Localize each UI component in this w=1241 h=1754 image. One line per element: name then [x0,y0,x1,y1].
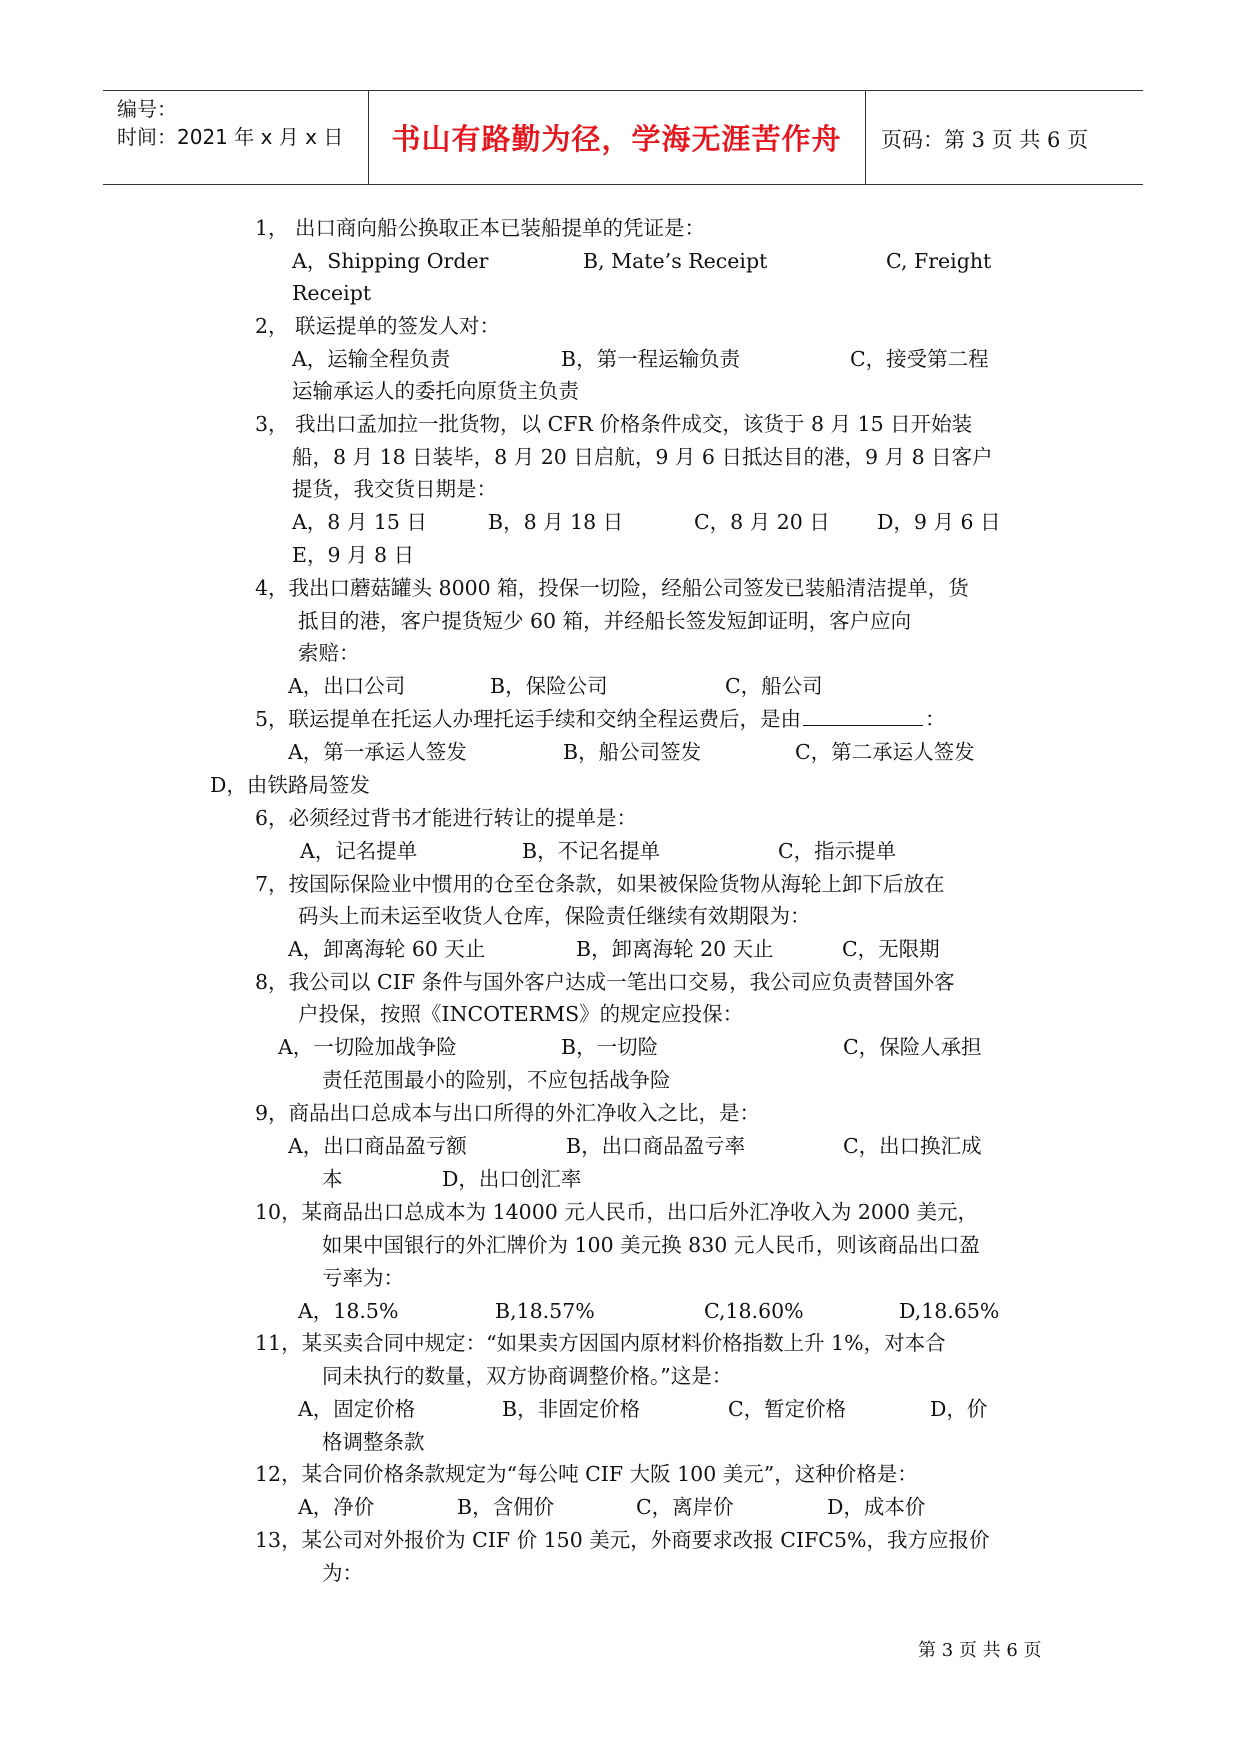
option-1c: C, Freight [886,249,992,273]
option-10c: C,18.60% [704,1299,804,1323]
option-6c: C，指示提单 [778,839,897,863]
option-6b: B，不记名提单 [522,839,661,863]
option-2b: B，第一程运输负责 [561,347,741,371]
question-11: 11，某买卖合同中规定：“如果卖方因国内原材料价格指数上升 1%，对本合 [255,1331,946,1355]
option-5b: B，船公司签发 [563,740,702,764]
option-4a: A，出口公司 [288,674,406,698]
question-5-colon: ： [925,707,946,731]
option-1b: B, Mate’s Receipt [583,249,768,273]
question-13: 13，某公司对外报价为 CIF 价 150 美元，外商要求改报 CIFC5%，我方应报价 [255,1528,990,1552]
option-8c-cont: 责任范围最小的险别，不应包括战争险 [322,1068,671,1092]
option-1c-cont: Receipt [292,281,372,305]
option-3b: B，8 月 18 日 [488,510,624,534]
question-13-line-2: 为： [322,1561,363,1585]
option-9a: A，出口商品盈亏额 [288,1134,467,1158]
option-3a: A，8 月 15 日 [292,510,427,534]
question-8: 8，我公司以 CIF 条件与国外客户达成一笔出口交易，我公司应负责替国外客 [255,970,955,994]
question-10: 10，某商品出口总成本为 14000 元人民币，出口后外汇净收入为 2000 美元， [255,1200,979,1224]
option-10b: B,18.57% [495,1299,595,1323]
question-6: 6，必须经过背书才能进行转让的提单是： [255,806,638,830]
option-5a: A，第一承运人签发 [288,740,467,764]
header-page-cell [865,91,1143,184]
header-meta [103,91,368,184]
question-10-line-2: 如果中国银行的外汇牌价为 100 美元换 830 元人民币，则该商品出口盈 [322,1233,980,1257]
option-10d: D,18.65% [899,1299,1000,1323]
option-9d: D，出口创汇率 [442,1167,582,1191]
option-4c: C，船公司 [725,674,823,698]
header-motto: 书山有路勤为径，学海无涯苦作舟 [391,122,842,156]
question-4-line-2: 抵目的港，客户提货短少 60 箱，并经船长签发短卸证明，客户应向 [298,609,912,633]
option-6a: A，记名提单 [300,839,418,863]
option-11c: C，暂定价格 [728,1397,847,1421]
option-3d: D，9 月 6 日 [877,510,1001,534]
option-9c: C，出口换汇成 [843,1134,982,1158]
option-12c: C，离岸价 [636,1495,734,1519]
header-motto-cell [368,91,865,184]
question-3-line-3: 提货，我交货日期是： [292,477,497,501]
option-11b: B，非固定价格 [502,1397,641,1421]
question-9: 9，商品出口总成本与出口所得的外汇净收入之比，是： [255,1101,761,1125]
option-12b: B，含佣价 [457,1495,555,1519]
option-5d: D，由铁路局签发 [210,773,370,797]
option-5c: C，第二承运人签发 [795,740,975,764]
option-7a: A，卸离海轮 60 天止 [288,937,486,961]
option-10a: A，18.5% [298,1299,399,1323]
option-8b: B，一切险 [561,1035,659,1059]
option-12d: D，成本价 [827,1495,926,1519]
option-3c: C，8 月 20 日 [694,510,830,534]
question-3: 3， 我出口孟加拉一批货物，以 CFR 价格条件成交，该货于 8 月 15 日开始装 [255,412,973,436]
header-time-label: 时间：2021 年 x 月 x 日 [117,125,344,149]
option-2c: C，接受第二程 [850,347,989,371]
question-8-line-2: 户投保，按照《INCOTERMS》的规定应投保： [298,1002,744,1026]
option-9c-cont: 本 [322,1167,343,1191]
question-2: 2， 联运提单的签发人对： [255,314,501,338]
question-5 [255,703,946,736]
option-8c: C，保险人承担 [843,1035,982,1059]
header-page-code: 页码：第 3 页 共 6 页 [881,128,1089,152]
question-4: 4，我出口蘑菇罐头 8000 箱，投保一切险，经船公司签发已装船清洁提单，货 [255,576,969,600]
page-footer: 第 3 页 共 6 页 [918,1640,1042,1661]
option-7b: B，卸离海轮 20 天止 [576,937,774,961]
option-9b: B，出口商品盈亏率 [566,1134,746,1158]
option-8a: A，一切险加战争险 [278,1035,457,1059]
option-7c: C，无限期 [842,937,940,961]
question-12: 12，某合同价格条款规定为“每公吨 CIF 大阪 100 美元”，这种价格是： [255,1462,918,1486]
question-10-line-3: 亏率为： [322,1266,404,1290]
option-2a: A，运输全程负责 [292,347,451,371]
option-11a: A，固定价格 [298,1397,416,1421]
option-12a: A，净价 [298,1495,375,1519]
option-3e: E，9 月 8 日 [292,543,415,567]
option-11d-cont: 格调整条款 [322,1430,425,1454]
page-header [103,90,1143,185]
question-7-line-2: 码头上而未运至收货人仓库，保险责任继续有效期限为： [298,904,811,928]
question-7: 7，按国际保险业中惯用的仓至仓条款，如果被保险货物从海轮上卸下后放在 [255,872,945,896]
question-1: 1， 出口商向船公换取正本已装船提单的凭证是： [255,216,706,240]
question-4-line-3: 索赔： [298,641,360,665]
question-5-text: 5，联运提单在托运人办理托运手续和交纳全程运费后，是由 [255,707,802,731]
question-11-line-2: 同未执行的数量，双方协商调整价格。”这是： [322,1364,733,1388]
option-2c-cont: 运输承运人的委托向原货主负责 [292,379,579,403]
header-number-label: 编号： [117,97,177,121]
option-1a: A，Shipping Order [292,249,489,273]
answer-blank [803,705,923,726]
option-4b: B，保险公司 [490,674,608,698]
question-3-line-2: 船，8 月 18 日装毕，8 月 20 日启航，9 月 6 日抵达目的港，9 月 8 日客户 [292,445,993,469]
option-11d: D，价 [930,1397,988,1421]
